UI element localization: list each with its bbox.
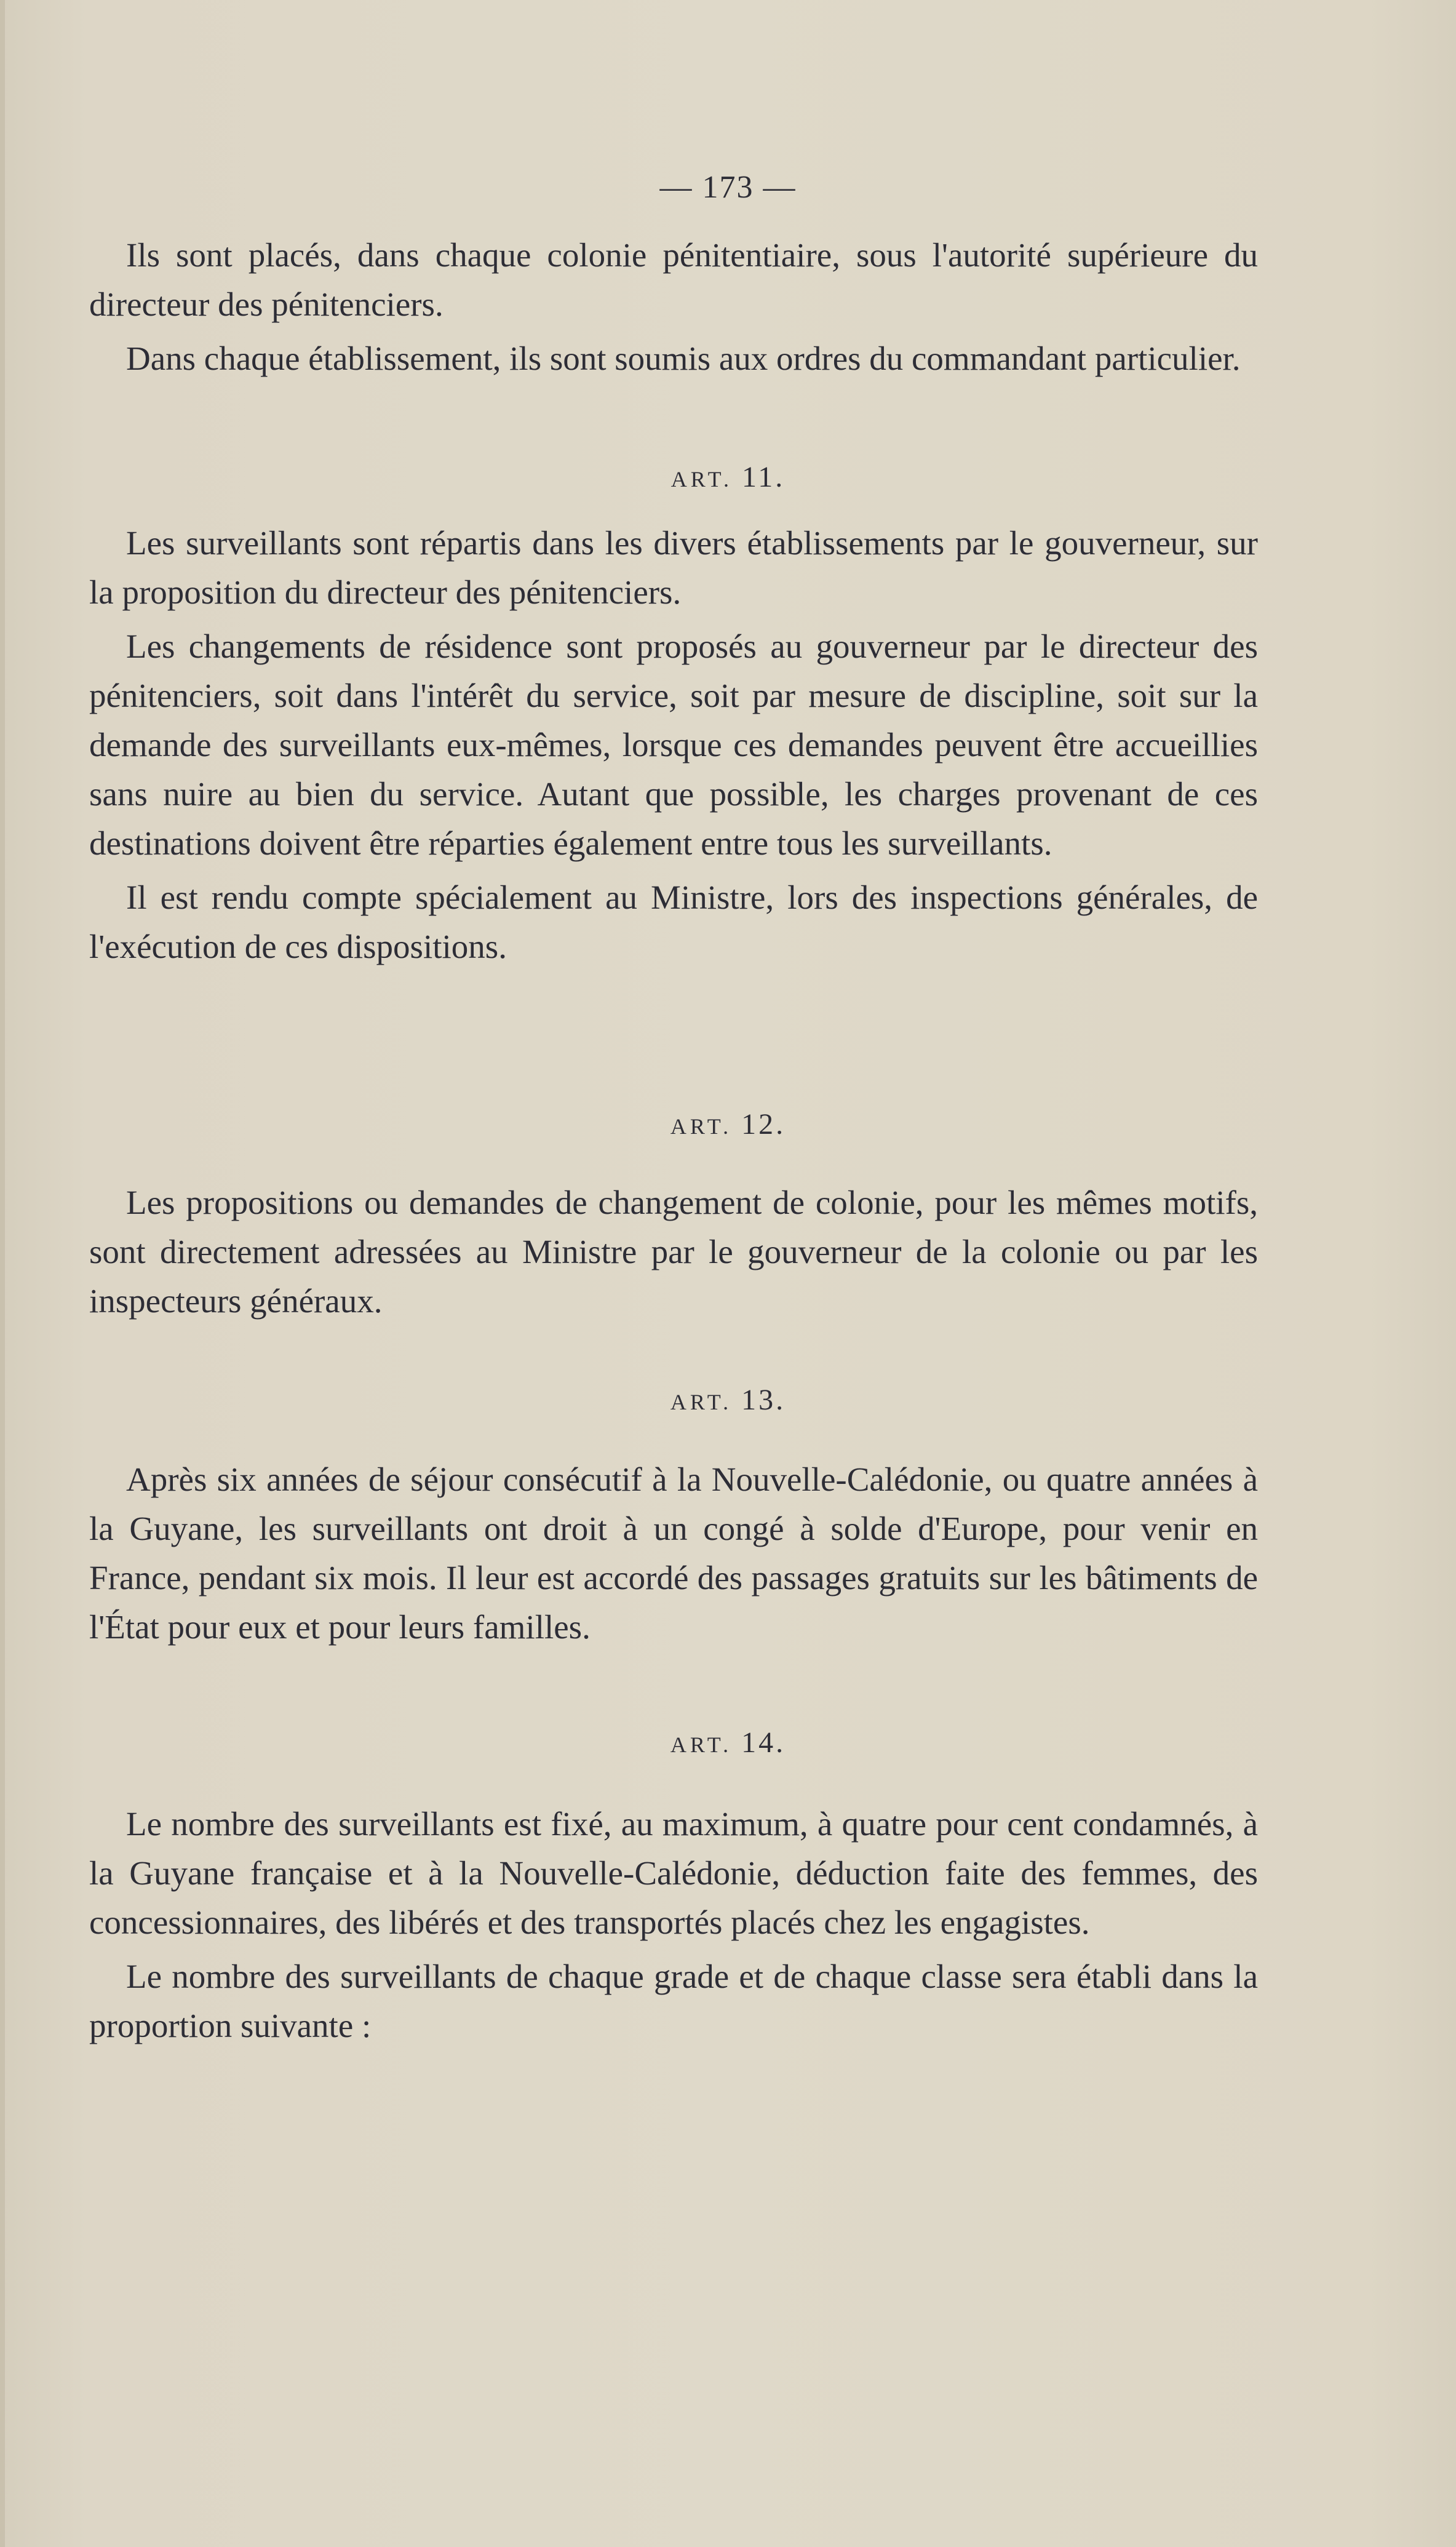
page-number: — 173 — <box>659 170 797 205</box>
paragraph: Ils sont placés, dans chaque colonie pénitentiaire, sous l'autorité supérieure du directeur des pénitenciers. <box>89 236 1258 323</box>
text-block-3 <box>89 1178 1258 1331</box>
article-number: 13. <box>741 1384 786 1416</box>
article-heading-14 <box>0 1726 1456 1760</box>
article-heading-12 <box>0 1107 1456 1141</box>
paragraph: Les propositions ou demandes de changement de colonie, pour les mêmes motifs, sont directement adressées au Ministre par le gouverneur de la colonie ou par les inspecteurs généraux. <box>89 1184 1258 1320</box>
text-block-5 <box>89 1800 1258 2055</box>
page-edge <box>0 0 5 2547</box>
paragraph: Il est rendu compte spécialement au Ministre, lors des inspections générales, de l'exécution de ces dispositions. <box>89 879 1258 965</box>
article-heading-13 <box>0 1383 1456 1417</box>
article-number: 12. <box>741 1108 786 1141</box>
article-label: ART. <box>670 467 733 492</box>
paragraph: Dans chaque établissement, ils sont soumis aux ordres du commandant particulier. <box>126 340 1241 377</box>
article-heading-11 <box>0 460 1456 494</box>
paragraph: Les changements de résidence sont proposés au gouverneur par le directeur des pénitenciers, soit dans l'intérêt du service, soit par mesure de discipline, soit sur la demande des surveillants eux-mêmes, lorsque ces demandes peuvent être accueillies sans nuire au bien du service. Autant que possible, les charges provenant de ces destinations doivent être réparties également entre tous les surveillants. <box>89 628 1258 862</box>
article-number: 14. <box>741 1726 786 1759</box>
article-label: ART. <box>670 1114 733 1139</box>
article-label: ART. <box>670 1390 733 1414</box>
paragraph: Après six années de séjour consécutif à la Nouvelle-Calédonie, ou quatre années à la Guyane, les surveillants ont droit à un congé à solde d'Europe, pour venir en France, pendant six mois. Il leur est accordé des passages gratuits sur les bâtiments de l'État pour eux et pour leurs familles. <box>89 1461 1258 1646</box>
text-block-2 <box>89 519 1258 976</box>
article-number: 11. <box>741 461 786 493</box>
paragraph: Le nombre des surveillants est fixé, au maximum, à quatre pour cent condamnés, à la Guyane française et à la Nouvelle-Calédonie, déduction faite des femmes, des concessionnaires, des libérés et des transportés placés chez les engagistes. <box>89 1805 1258 1941</box>
paragraph: Les surveillants sont répartis dans les divers établissements par le gouverneur, sur la proposition du directeur des pénitenciers. <box>89 524 1258 611</box>
text-block-1 <box>89 231 1258 388</box>
article-label: ART. <box>670 1732 733 1757</box>
text-block-4 <box>89 1455 1258 1657</box>
paragraph: Le nombre des surveillants de chaque grade et de chaque classe sera établi dans la proportion suivante : <box>89 1958 1258 2044</box>
